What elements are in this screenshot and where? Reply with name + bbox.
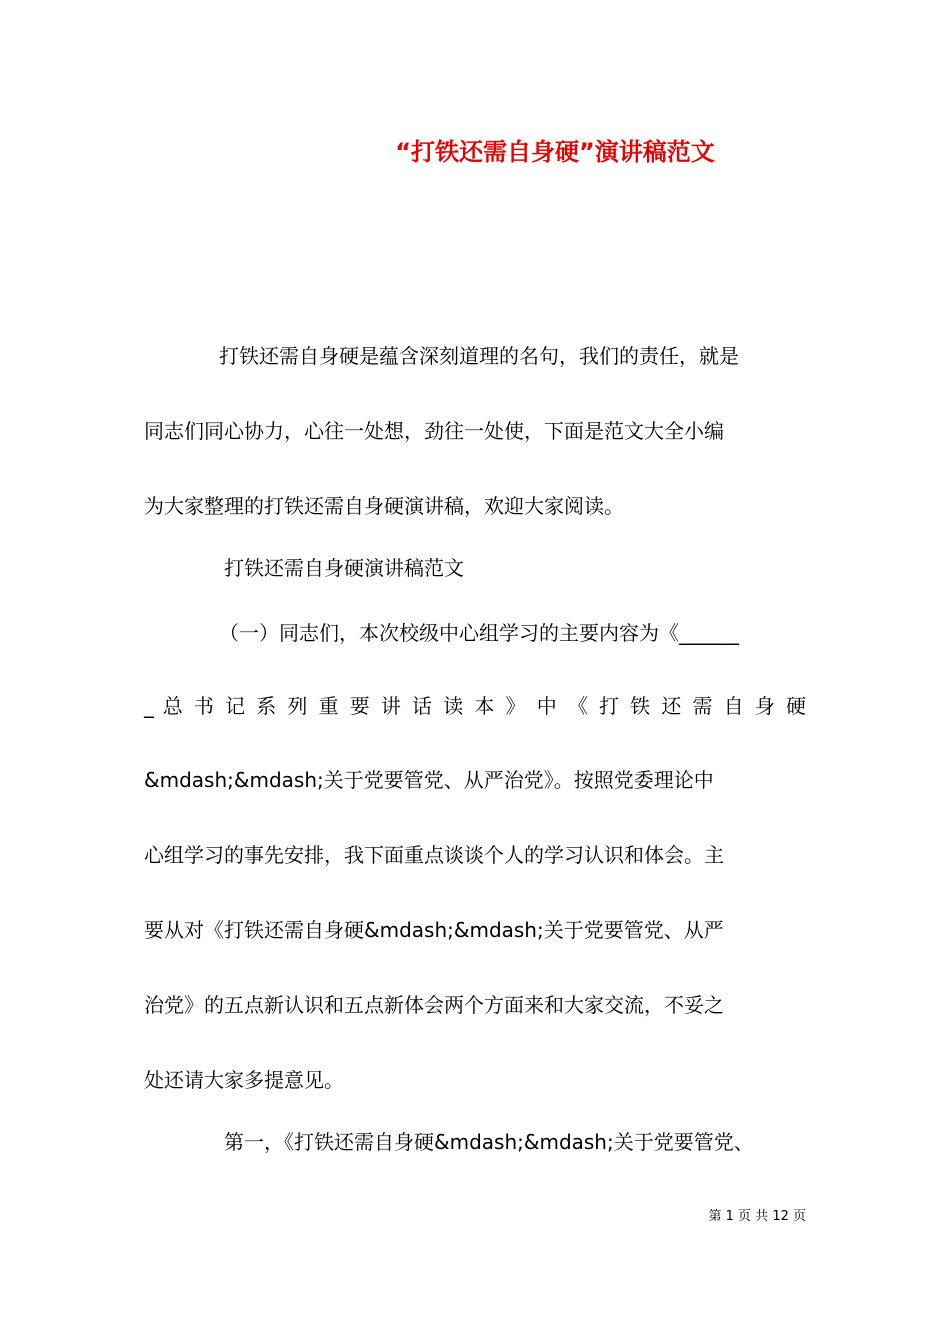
paragraph-line: 心组学习的事先安排，我下面重点谈谈个人的学习认识和体会。主 bbox=[144, 843, 724, 867]
document-title bbox=[0, 134, 950, 170]
section-heading: 打铁还需自身硬演讲稿范文 bbox=[224, 556, 464, 580]
paragraph-line: &mdash;&mdash;关于党要管党、从严治党》。按照党委理论中 bbox=[144, 768, 714, 792]
paragraph-line: 第一，《打铁还需自身硬&mdash;&mdash;关于党要管党、 bbox=[224, 1130, 754, 1154]
paragraph-line: 同志们同心协力，心往一处想，劲往一处使，下面是范文大全小编 bbox=[144, 419, 724, 443]
page-number: 第 1 页 共 12 页 bbox=[708, 1209, 806, 1224]
paragraph-line: 打铁还需自身硬是蕴含深刻道理的名句，我们的责任，就是 bbox=[219, 344, 739, 368]
paragraph-line: 要从对《打铁还需自身硬&mdash;&mdash;关于党要管党、从严 bbox=[144, 918, 724, 942]
paragraph-line: （一）同志们，本次校级中心组学习的主要内容为《______ bbox=[219, 621, 739, 645]
paragraph-line: _ 总 书 记 系 列 重 要 讲 话 读 本 》 中 《 打 铁 还 需 自 身 硬 bbox=[144, 694, 806, 718]
paragraph-line: 处还请大家多提意见。 bbox=[144, 1068, 344, 1092]
paragraph-line: 为大家整理的打铁还需自身硬演讲稿，欢迎大家阅读。 bbox=[144, 494, 624, 518]
paragraph-line: 治党》的五点新认识和五点新体会两个方面来和大家交流，不妥之 bbox=[144, 993, 724, 1017]
document-title-text: “打铁还需自身硬”演讲稿范文 bbox=[395, 138, 715, 166]
